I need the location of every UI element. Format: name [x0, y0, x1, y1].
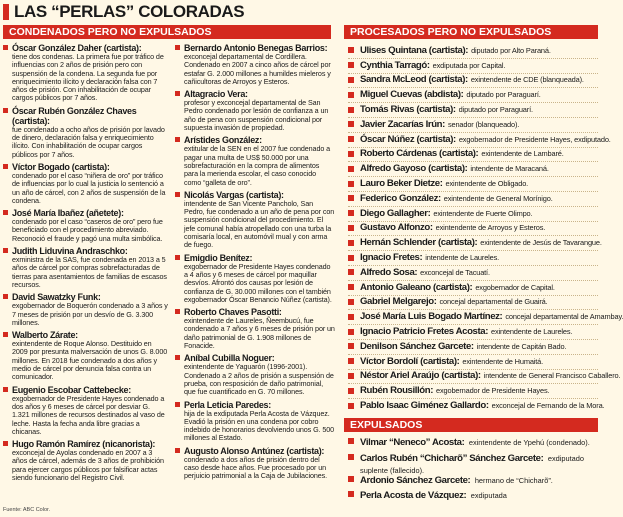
convicted-entry — [3, 162, 168, 205]
person-name: Víctor Bordolí (cartista): — [360, 355, 460, 367]
processed-row — [348, 191, 598, 207]
red-square-bullet-icon — [348, 314, 354, 320]
entry-description: exintendente de Laureles, Ñeembucú, fue condenado a 7 años y 6 meses de prisión por un daño patrimonial de G. 1.908 millones de Fonacide. — [184, 316, 335, 351]
person-role: diputado por Paraguarí. — [466, 90, 541, 100]
page-title — [3, 2, 244, 22]
person-name: Óscar Rubén González Chaves (cartista): — [12, 105, 137, 126]
red-square-bullet-icon — [348, 299, 354, 305]
entry-text — [12, 162, 168, 205]
entry-text — [184, 135, 335, 186]
entry-text — [12, 208, 168, 243]
person-role: intendente de General Francisco Caballero. — [483, 371, 621, 381]
person-role: exintendente de Ypehú (condenado). — [468, 438, 590, 447]
person-name: Denilson Sánchez Garcete: — [360, 340, 474, 352]
entry-text — [12, 439, 168, 482]
red-square-bullet-icon — [3, 248, 8, 253]
entry-description: exgobernador de Presidente Hayes condenado a dos años y 6 meses de cárcel por desviar G. 1.321 millones de recursos destinados al vaso de leche. Hasta la fecha anda libre gracias a chicanas. — [12, 393, 165, 436]
red-square-bullet-icon — [175, 91, 180, 96]
person-name: Ignacio Fretes: — [360, 252, 423, 264]
convicted-entry — [175, 253, 335, 304]
person-role: exdiputada por Capital. — [432, 60, 506, 70]
title-accent-bar — [3, 4, 9, 20]
processed-row — [348, 117, 598, 133]
processed-row — [348, 235, 602, 251]
convicted-entry — [175, 190, 335, 250]
entry-text — [184, 400, 335, 443]
red-square-bullet-icon — [3, 210, 8, 215]
person-name: Antonio Galeano (cartista): — [360, 281, 473, 293]
person-role: exintendente de Laureles. — [491, 327, 573, 337]
red-square-bullet-icon — [348, 151, 354, 157]
processed-row — [348, 309, 623, 325]
entry-description: profesor y exconcejal departamental de San Pedro condenado por lesión de confianza a un año de pena con suspensión condicional por supuesta invasión de propiedad. — [184, 98, 329, 133]
expelled-row — [348, 474, 598, 486]
person-name: Sandra McLeod (cartista): — [360, 74, 468, 86]
person-name: Hernán Schlender (cartista): — [360, 237, 478, 249]
person-role: intendente de Laureles. — [425, 253, 500, 263]
entry-description: hija de la exdiputada Perla Acosta de Vázquez. Evadió la prisión en una condena por cobro indebido de honorarios devolviendo unos G. 500 millones al Estado. — [184, 408, 335, 443]
convicted-entry — [3, 106, 168, 159]
person-name: Ignacio Patricio Fretes Acosta: — [360, 326, 488, 338]
person-name: Óscar Núñez (cartista): — [360, 133, 456, 145]
entry-description: extitular de la SEN en el 2007 fue condenado a pagar una multa de US$ 50.000 por una sobrefacturación en la compra de alimentos para la merienda escolar, el caso conocido como “galleta de oro”. — [184, 144, 331, 187]
convicted-entry — [175, 446, 335, 481]
person-name: Tomás Rivas (cartista): — [360, 104, 456, 116]
person-role: exintendente de CDE (blanqueada). — [470, 75, 584, 85]
convicted-entry — [3, 385, 168, 436]
processed-row — [348, 87, 598, 103]
red-square-bullet-icon — [348, 92, 354, 98]
processed-row — [348, 102, 598, 118]
person-name: Néstor Ariel Araújo (cartista): — [360, 370, 481, 382]
entry-description: exgobernador de Presidente Hayes condenado a 4 años y 6 meses de cárcel por maquillar desvíos. Afrontó dos causas por lesión de confianza de G. 30.000 millones con el también exgobernador Óscar Benancio Núñez (cartista). — [184, 261, 332, 304]
processed-row — [348, 369, 621, 385]
entry-description: exconcejal de Ayolas condenado en 2007 a 3 años de cárcel, además de 3 años de prohibición para ejercer cargos públicos por falsificar actas siendo funcionario del Registro Civil. — [12, 448, 164, 482]
person-name: Perla Acosta de Vázquez: — [360, 490, 467, 501]
person-role: exintendente de Humaitá. — [462, 356, 544, 366]
processed-row — [348, 398, 605, 413]
person-name: Arístides González: — [184, 135, 262, 146]
person-name: Alfredo Sosa: — [360, 266, 418, 278]
red-square-bullet-icon — [348, 403, 354, 409]
person-name: José María Ibañez (añetete): — [12, 208, 124, 219]
person-name: Gustavo Alfonzo: — [360, 222, 433, 234]
entry-description: fue condenado a ocho años de prisión por lavado de dinero, declaración falsa y enriquecimiento ilícito. Con inhabilitación de ocupar cargos públicos por 7 años. — [12, 124, 165, 159]
red-square-bullet-icon — [348, 166, 354, 172]
entry-text — [12, 385, 168, 436]
entry-description: intendente de San Vicente Pancholo, San Pedro, fue condenado a un año de pena por con suspensión condicional del procedimiento. El jefe comunal había atropellado con una turba la comisaría local, en automóvil mual y con arma de fuego. — [184, 198, 335, 250]
person-role: exgobernador de Presidente Hayes. — [436, 386, 550, 396]
entry-description: exgobernador de Boquerón condenado a 3 años y 7 meses de prisión por un desvío de G. 3.300 millones. — [12, 301, 168, 327]
convicted-entry — [3, 43, 168, 103]
convicted-entry — [175, 43, 335, 86]
red-square-bullet-icon — [3, 45, 8, 50]
person-name: Perla Leticia Paredes: — [184, 399, 271, 410]
expelled-section-header: EXPULSADOS — [344, 418, 598, 432]
convicted-entry — [175, 353, 335, 396]
red-square-bullet-icon — [348, 181, 354, 187]
person-name: Lauro Beker Dietze: — [360, 178, 443, 190]
person-name: Nicolás Vargas (cartista): — [184, 189, 284, 200]
red-square-bullet-icon — [3, 332, 8, 337]
person-role: exintendente de Jesús de Tavarangue. — [480, 238, 602, 248]
entry-description: condenado a dos años de prisión dentro del caso desde hace años. Fue procesado por un perjuicio patrimonial a la Caja de Jubilaciones. — [184, 454, 328, 481]
processed-row — [348, 132, 611, 148]
person-role: diputado por Paraguarí. — [458, 105, 533, 115]
entry-description: exministra de la SAS, fue condenada en 2013 a 5 años de cárcel por compras sobrefacturadas de tierras para asentamientos de familias de escasos recursos. — [12, 255, 167, 289]
processed-row — [348, 354, 598, 370]
red-square-bullet-icon — [175, 137, 180, 142]
red-square-bullet-icon — [175, 448, 180, 453]
entry-description: condenado por el caso “niñera de oro” por tráfico de influencias por lo cual la justicia lo sentenció a un año de cárcel, con 2 años de suspensión de la condena. — [12, 170, 166, 205]
person-name: Eugenio Escobar Cattebecke: — [12, 384, 131, 395]
processed-row — [348, 43, 598, 59]
person-name: Judith Liduvina Andraschko: — [12, 246, 128, 257]
entry-text — [184, 307, 335, 350]
person-role: exdiputada — [470, 491, 507, 500]
processed-row — [348, 73, 598, 89]
person-role: diputado por Alto Paraná. — [471, 45, 551, 55]
entry-text — [184, 43, 335, 86]
processed-row — [348, 295, 598, 311]
person-name: Ardonio Sánchez Garcete: — [360, 475, 471, 486]
entry-text — [12, 246, 168, 289]
red-square-bullet-icon — [175, 355, 180, 360]
person-name: Miguel Cuevas (abdista): — [360, 89, 464, 101]
person-name: Roberto Chaves Pasotti: — [184, 307, 282, 318]
person-name: Cynthia Tarragó: — [360, 59, 430, 71]
red-square-bullet-icon — [348, 77, 354, 83]
person-role: intendente de Capitán Bado. — [476, 341, 567, 351]
processed-row — [348, 161, 598, 177]
entry-text — [184, 353, 335, 396]
red-square-bullet-icon — [3, 108, 8, 113]
expelled-text — [360, 474, 553, 486]
person-name: Alfredo Gayoso (cartista): — [360, 163, 468, 175]
red-square-bullet-icon — [3, 164, 8, 169]
person-name: Walberto Zárate: — [12, 330, 78, 341]
person-name: Aníbal Cubilla Noguer: — [184, 353, 275, 364]
person-name: Bernardo Antonio Benegas Barrios: — [184, 43, 328, 53]
person-role: intendente de Maracaná. — [470, 164, 549, 174]
expelled-text — [360, 436, 590, 448]
person-role: exgobernador de Capital. — [475, 282, 555, 292]
processed-row — [348, 280, 598, 296]
person-name: Gabriel Melgarejo: — [360, 296, 437, 308]
person-role: senador (blanqueado). — [447, 119, 520, 129]
person-role: exintendente de General Morínigo. — [443, 193, 553, 203]
person-name: David Sawatzky Funk: — [12, 292, 101, 303]
processed-row — [348, 176, 598, 192]
person-role: exintendente de Fuerte Olimpo. — [433, 208, 533, 218]
entry-description: tiene dos condenas. La primera fue por tráfico de influencias con 2 años de prisión pero con suspensión de la condena. La segunda fue por enriquecimiento ilícito y declaración falsa con 7 años de prisión. Con inhabilitación de ocupar cargos públicos por 7 años. — [12, 52, 164, 103]
person-name: Ulises Quintana (cartista): — [360, 44, 469, 56]
processed-row — [348, 324, 598, 340]
red-square-bullet-icon — [348, 343, 354, 349]
entry-text — [12, 330, 168, 381]
entry-description: exconcejal departamental de Cordillera. Condenado en 2007 a cinco años de cárcel por estafar G. 2.000 millones a humildes mieleros y cañicultoras de Arroyos y Esteros. — [184, 52, 331, 86]
processed-row — [348, 58, 598, 74]
person-role: exgobernador de Presidente Hayes, exdiputado. — [458, 134, 611, 144]
red-square-bullet-icon — [348, 476, 354, 482]
person-name: Federico González: — [360, 192, 441, 204]
person-name: Vilmar “Neneco” Acosta: — [360, 437, 465, 448]
red-square-bullet-icon — [348, 269, 354, 275]
entry-description: exintendente de Yaguarón (1996-2001). Condenado a 2 años de prisión a suspensión de prueba, con resposición de daño patrimonial, que fue cuantificado en G. 70 millones. — [184, 362, 334, 397]
left-section-header: CONDENADOS PERO NO EXPULSADOS — [3, 25, 331, 39]
entry-description: exintendente de Roque Alonso. Destituido en 2009 por presunta malversación de unos G. 8.000 millones. En 2018 fue condenado a dos años y medio de cárcel por denuncia falsa contra un comunicador. — [12, 339, 168, 382]
entry-text — [184, 446, 335, 481]
convicted-entry — [175, 89, 335, 132]
convicted-entry — [175, 135, 335, 186]
entry-text — [12, 292, 168, 327]
red-square-bullet-icon — [348, 491, 354, 497]
right-section-header: PROCESADOS PERO NO EXPULSADOS — [344, 25, 598, 39]
red-square-bullet-icon — [348, 47, 354, 53]
red-square-bullet-icon — [348, 62, 354, 68]
convicted-entry — [3, 246, 168, 289]
entry-text — [184, 190, 335, 250]
red-square-bullet-icon — [175, 192, 180, 197]
convicted-entry — [3, 439, 168, 482]
red-square-bullet-icon — [348, 195, 354, 201]
person-name: Hugo Ramón Ramírez (nicanorista): — [12, 439, 156, 450]
person-name: Javier Zacarías Irún: — [360, 118, 445, 130]
title-text: LAS “PERLAS” COLORADAS — [14, 2, 245, 21]
person-name: José María Luis Bogado Martínez: — [360, 311, 503, 323]
red-square-bullet-icon — [175, 309, 180, 314]
person-name: Roberto Cárdenas (cartista): — [360, 148, 479, 160]
processed-row — [348, 339, 598, 355]
expelled-text — [360, 452, 598, 476]
red-square-bullet-icon — [175, 45, 180, 50]
person-name: Augusto Alonso Antúnez (cartista): — [184, 445, 325, 456]
red-square-bullet-icon — [348, 358, 354, 364]
convicted-entry — [175, 307, 335, 350]
entry-text — [184, 253, 335, 304]
expelled-text — [360, 489, 507, 501]
person-name: Óscar González Daher (cartista): — [12, 43, 142, 53]
red-square-bullet-icon — [3, 294, 8, 299]
convicted-column-2 — [175, 43, 335, 484]
convicted-entry — [3, 330, 168, 381]
processed-row — [348, 265, 598, 281]
red-square-bullet-icon — [348, 438, 354, 444]
person-role: exdiputado suplente (fallecido). — [360, 454, 585, 475]
person-role: exintendente de Arroyos y Esteros. — [435, 223, 546, 233]
person-role: exconcejal de Tacuatí. — [420, 267, 490, 277]
source-note: Fuente: ABC Color. — [3, 507, 51, 513]
processed-row — [348, 383, 598, 399]
person-role: concejal departamental de Guairá. — [439, 297, 548, 307]
person-role: exconcejal de Fernando de la Mora. — [491, 401, 605, 411]
processed-row — [348, 221, 598, 237]
entry-text — [184, 89, 335, 132]
person-name: Carlos Rubén “Chicharõ” Sánchez Garcete: — [360, 453, 544, 464]
expelled-row — [348, 489, 598, 501]
red-square-bullet-icon — [348, 329, 354, 335]
red-square-bullet-icon — [3, 441, 8, 446]
entry-text — [12, 43, 168, 103]
person-name: Altagracio Vera: — [184, 89, 248, 100]
expelled-row — [348, 436, 598, 448]
processed-row — [348, 206, 598, 222]
entry-text — [12, 106, 168, 159]
red-square-bullet-icon — [175, 402, 180, 407]
person-name: Pablo Isaac Giménez Gallardo: — [360, 400, 489, 412]
person-name: Rubén Rousillón: — [360, 385, 434, 397]
person-role: hermano de “Chicharõ”. — [474, 476, 553, 485]
red-square-bullet-icon — [348, 240, 354, 246]
person-name: Diego Gallagher: — [360, 207, 431, 219]
red-square-bullet-icon — [3, 387, 8, 392]
person-name: Emigdio Benítez: — [184, 252, 253, 263]
person-role: exintendente de Obligado. — [445, 179, 529, 189]
entry-description: condenado por el caso “caseros de oro” pero fue beneficiado con el procedimiento abreviado. Reconoció el fraude y pagó una multa simbólica. — [12, 217, 163, 243]
convicted-entry — [3, 208, 168, 243]
red-square-bullet-icon — [348, 107, 354, 113]
convicted-entry — [3, 292, 168, 327]
red-square-bullet-icon — [348, 284, 354, 290]
red-square-bullet-icon — [348, 210, 354, 216]
convicted-entry — [175, 400, 335, 443]
red-square-bullet-icon — [348, 255, 354, 261]
processed-row — [348, 147, 598, 163]
red-square-bullet-icon — [348, 225, 354, 231]
red-square-bullet-icon — [348, 454, 354, 460]
red-square-bullet-icon — [348, 136, 354, 142]
red-square-bullet-icon — [348, 388, 354, 394]
person-role: exintendente de Lambaré. — [481, 149, 564, 159]
red-square-bullet-icon — [348, 121, 354, 127]
processed-row — [348, 250, 598, 266]
red-square-bullet-icon — [348, 373, 354, 379]
person-role: concejal departamental de Amambay. — [505, 312, 623, 322]
person-name: Víctor Bogado (cartista): — [12, 161, 110, 172]
convicted-column-1 — [3, 43, 168, 485]
red-square-bullet-icon — [175, 255, 180, 260]
